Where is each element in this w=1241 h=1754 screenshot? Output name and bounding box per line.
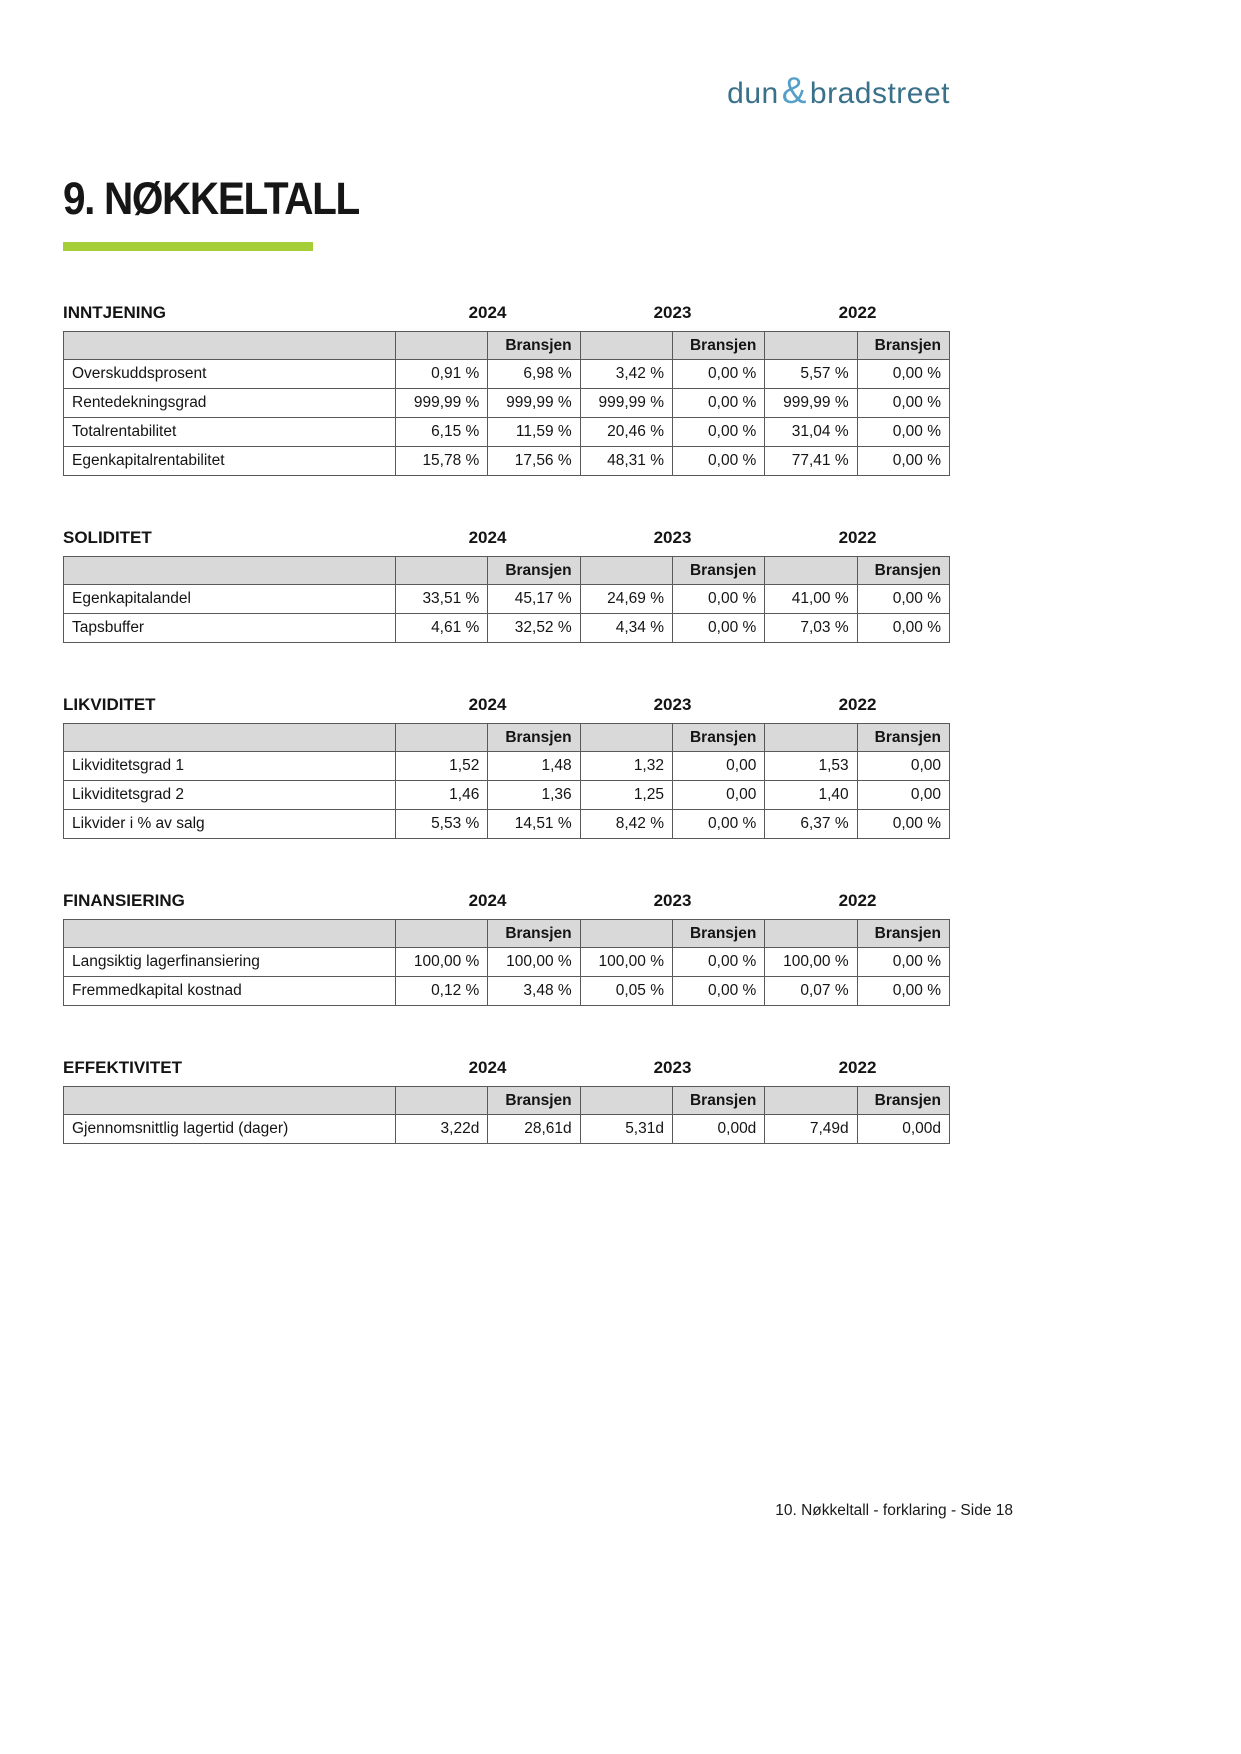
table-row [64,447,950,476]
cell-value: 15,78 % [396,447,488,476]
cell-value: 6,37 % [765,810,857,839]
cell-value: 0,00 % [857,360,949,389]
cell-value: 8,42 % [580,810,672,839]
row-label: Likvider i % av salg [64,810,396,839]
year-label: 2024 [468,1058,507,1077]
section-title: EFFEKTIVITET [63,1058,182,1077]
row-label: Overskuddsprosent [64,360,396,389]
bransjen-header-cell: Bransjen [672,920,764,948]
cell-value: 0,00d [672,1115,764,1144]
kpi-table [63,919,950,1006]
logo-row [63,72,950,111]
section-title: LIKVIDITET [63,695,156,714]
row-label: Egenkapitalandel [64,585,396,614]
year-label: 2023 [653,528,692,547]
section-header [63,695,950,715]
table-row [64,977,950,1006]
bransjen-header-cell: Bransjen [672,332,764,360]
cell-value: 100,00 % [580,948,672,977]
bransjen-header-row [64,1087,950,1115]
title-underline [63,242,313,251]
cell-value: 17,56 % [488,447,580,476]
header-empty-cell [64,724,396,752]
header-empty-cell [580,1087,672,1115]
cell-value: 0,12 % [396,977,488,1006]
year-label: 2024 [468,303,507,322]
section-header [63,1058,950,1078]
header-empty-cell [396,724,488,752]
row-label: Totalrentabilitet [64,418,396,447]
year-label: 2022 [838,1058,877,1077]
cell-value: 4,61 % [396,614,488,643]
dnb-logo [727,72,950,111]
table-row [64,752,950,781]
cell-value: 1,40 [765,781,857,810]
logo-dun: dun [727,77,779,110]
cell-value: 999,99 % [488,389,580,418]
cell-value: 0,00 % [672,614,764,643]
bransjen-header-cell: Bransjen [672,1087,764,1115]
row-label: Tapsbuffer [64,614,396,643]
row-label: Langsiktig lagerfinansiering [64,948,396,977]
cell-value: 0,00 [672,781,764,810]
header-empty-cell [765,724,857,752]
cell-value: 0,07 % [765,977,857,1006]
logo-ampersand-icon: & [781,70,807,111]
cell-value: 20,46 % [580,418,672,447]
kpi-table [63,331,950,476]
cell-value: 0,91 % [396,360,488,389]
logo-bradstreet: bradstreet [809,77,950,110]
kpi-table [63,723,950,839]
cell-value: 0,00 % [672,447,764,476]
cell-value: 0,00 [857,752,949,781]
header-empty-cell [580,332,672,360]
cell-value: 5,31d [580,1115,672,1144]
header-empty-cell [580,920,672,948]
year-label: 2022 [838,303,877,322]
cell-value: 41,00 % [765,585,857,614]
section-header [63,528,950,548]
cell-value: 999,99 % [396,389,488,418]
section-header [63,891,950,911]
header-empty-cell [64,557,396,585]
bransjen-header-cell: Bransjen [672,724,764,752]
table-row [64,781,950,810]
cell-value: 0,00 % [857,585,949,614]
cell-value: 100,00 % [396,948,488,977]
cell-value: 0,00 % [857,418,949,447]
section-finansiering [63,891,950,1006]
section-title: SOLIDITET [63,528,152,547]
cell-value: 0,00d [857,1115,949,1144]
cell-value: 0,00 % [857,614,949,643]
cell-value: 1,46 [396,781,488,810]
cell-value: 0,00 % [672,585,764,614]
header-empty-cell [765,920,857,948]
table-row [64,389,950,418]
row-label: Gjennomsnittlig lagertid (dager) [64,1115,396,1144]
bransjen-header-cell: Bransjen [488,920,580,948]
cell-value: 6,15 % [396,418,488,447]
cell-value: 4,34 % [580,614,672,643]
cell-value: 0,00 % [857,977,949,1006]
cell-value: 24,69 % [580,585,672,614]
cell-value: 1,32 [580,752,672,781]
row-label: Rentedekningsgrad [64,389,396,418]
cell-value: 0,00 [672,752,764,781]
section-likviditet [63,695,950,839]
year-label: 2023 [653,695,692,714]
bransjen-header-row [64,920,950,948]
cell-value: 0,00 [857,781,949,810]
cell-value: 0,00 % [857,810,949,839]
year-label: 2024 [468,891,507,910]
year-label: 2024 [468,528,507,547]
kpi-table [63,1086,950,1144]
year-label: 2023 [653,303,692,322]
page-footer: 10. Nøkkeltall - forklaring - Side 18 [775,1502,1013,1519]
cell-value: 3,22d [396,1115,488,1144]
cell-value: 3,48 % [488,977,580,1006]
header-empty-cell [396,920,488,948]
cell-value: 0,00 % [672,389,764,418]
bransjen-header-cell: Bransjen [857,332,949,360]
cell-value: 28,61d [488,1115,580,1144]
cell-value: 1,25 [580,781,672,810]
cell-value: 100,00 % [765,948,857,977]
cell-value: 11,59 % [488,418,580,447]
kpi-table [63,556,950,643]
bransjen-header-row [64,332,950,360]
bransjen-header-cell: Bransjen [488,557,580,585]
header-empty-cell [765,332,857,360]
year-label: 2024 [468,695,507,714]
section-title: INNTJENING [63,303,166,322]
bransjen-header-cell: Bransjen [857,724,949,752]
table-row [64,614,950,643]
header-empty-cell [64,920,396,948]
cell-value: 14,51 % [488,810,580,839]
table-row [64,810,950,839]
section-effektivitet [63,1058,950,1144]
cell-value: 0,00 % [672,418,764,447]
bransjen-header-cell: Bransjen [857,920,949,948]
header-empty-cell [580,557,672,585]
bransjen-header-cell: Bransjen [672,557,764,585]
bransjen-header-cell: Bransjen [488,332,580,360]
header-empty-cell [64,332,396,360]
bransjen-header-cell: Bransjen [857,557,949,585]
table-row [64,585,950,614]
cell-value: 999,99 % [580,389,672,418]
header-empty-cell [765,557,857,585]
cell-value: 6,98 % [488,360,580,389]
header-empty-cell [64,1087,396,1115]
cell-value: 1,53 [765,752,857,781]
cell-value: 77,41 % [765,447,857,476]
header-empty-cell [396,1087,488,1115]
header-empty-cell [580,724,672,752]
bransjen-header-row [64,557,950,585]
header-empty-cell [396,332,488,360]
cell-value: 0,00 % [857,447,949,476]
cell-value: 0,00 % [672,810,764,839]
table-row [64,360,950,389]
cell-value: 0,00 % [857,389,949,418]
cell-value: 3,42 % [580,360,672,389]
year-label: 2023 [653,1058,692,1077]
row-label: Likviditetsgrad 1 [64,752,396,781]
bransjen-header-cell: Bransjen [857,1087,949,1115]
cell-value: 33,51 % [396,585,488,614]
row-label: Fremmedkapital kostnad [64,977,396,1006]
table-row [64,948,950,977]
cell-value: 45,17 % [488,585,580,614]
bransjen-header-row [64,724,950,752]
cell-value: 31,04 % [765,418,857,447]
bransjen-header-cell: Bransjen [488,1087,580,1115]
section-header [63,303,950,323]
section-soliditet [63,528,950,643]
cell-value: 0,00 % [857,948,949,977]
cell-value: 1,36 [488,781,580,810]
header-empty-cell [765,1087,857,1115]
cell-value: 7,49d [765,1115,857,1144]
cell-value: 7,03 % [765,614,857,643]
section-title: FINANSIERING [63,891,185,910]
cell-value: 0,00 % [672,977,764,1006]
cell-value: 48,31 % [580,447,672,476]
sections-container [63,303,950,1144]
bransjen-header-cell: Bransjen [488,724,580,752]
cell-value: 0,00 % [672,360,764,389]
table-row [64,418,950,447]
page-title: 9. NØKKELTALL [63,173,359,224]
cell-value: 1,48 [488,752,580,781]
row-label: Likviditetsgrad 2 [64,781,396,810]
year-label: 2023 [653,891,692,910]
table-row [64,1115,950,1144]
row-label: Egenkapitalrentabilitet [64,447,396,476]
cell-value: 1,52 [396,752,488,781]
report-content [63,0,1013,1519]
header-empty-cell [396,557,488,585]
cell-value: 5,57 % [765,360,857,389]
year-label: 2022 [838,891,877,910]
cell-value: 100,00 % [488,948,580,977]
cell-value: 999,99 % [765,389,857,418]
section-inntjening [63,303,950,476]
cell-value: 0,00 % [672,948,764,977]
cell-value: 5,53 % [396,810,488,839]
cell-value: 0,05 % [580,977,672,1006]
cell-value: 32,52 % [488,614,580,643]
year-label: 2022 [838,695,877,714]
year-label: 2022 [838,528,877,547]
